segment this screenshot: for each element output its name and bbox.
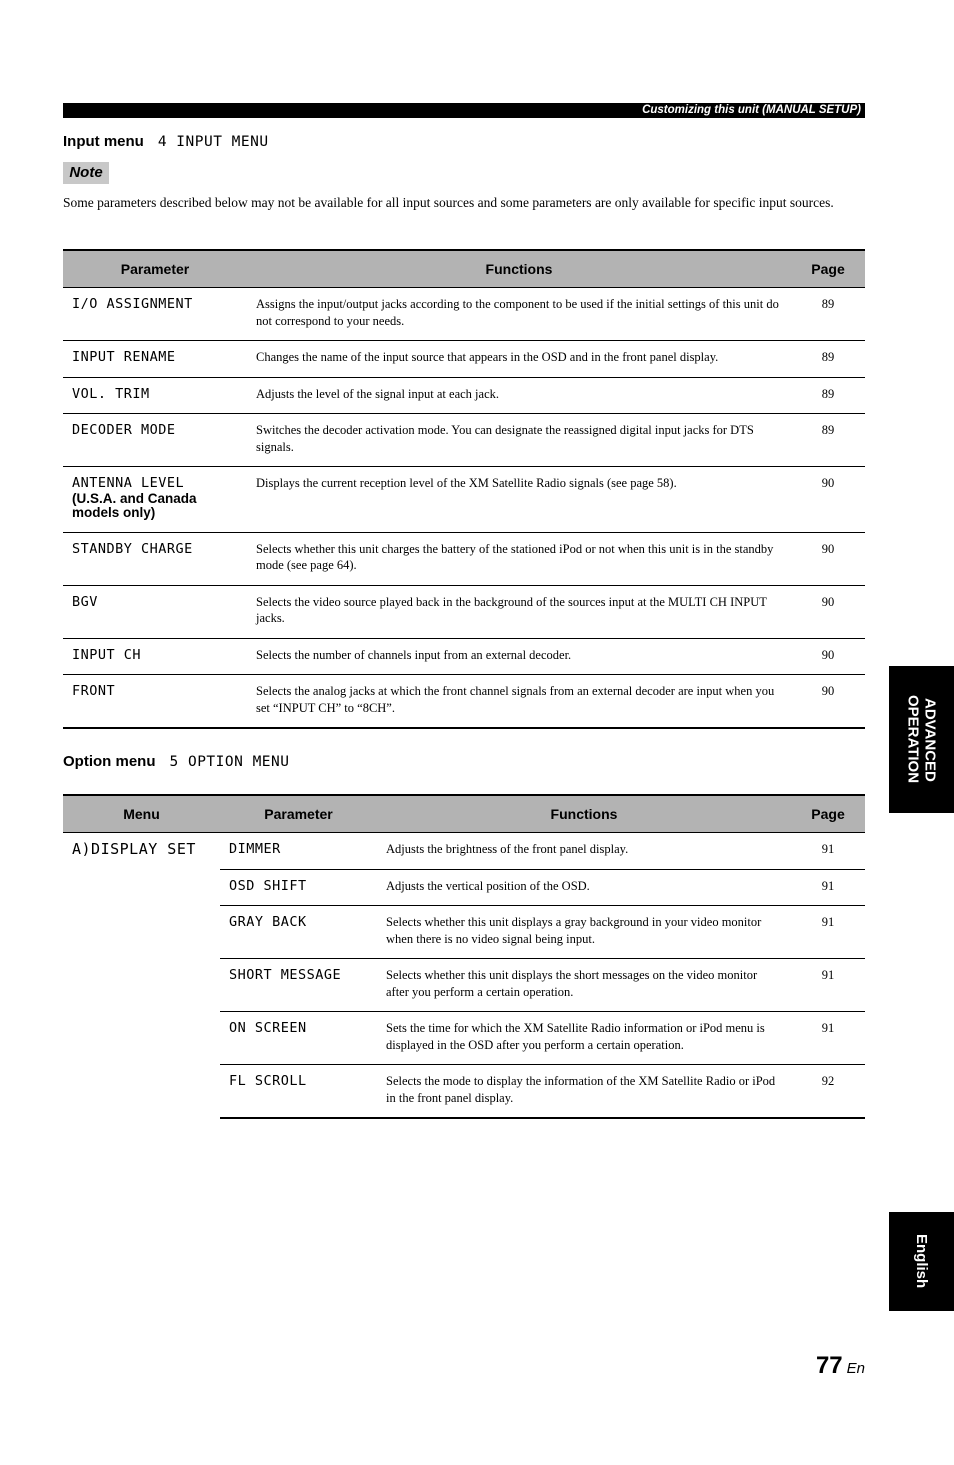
page-cell: 90: [791, 467, 865, 533]
table-row: [63, 585, 865, 638]
table-row: [63, 341, 865, 378]
function-cell: Selects the mode to display the information of the XM Satellite Radio or iPod in the front panel display.: [377, 1065, 791, 1119]
parameter-name: ANTENNA LEVEL: [72, 475, 185, 491]
table-row: [63, 833, 865, 870]
parameter-name: BGV: [72, 593, 98, 610]
parameter-name: ON SCREEN: [229, 1020, 307, 1036]
page-cell: 89: [791, 414, 865, 467]
parameter-name: INPUT RENAME: [72, 349, 176, 365]
menu-cell: [63, 833, 220, 1119]
col-header-page: Page: [791, 795, 865, 833]
note-label: Note: [63, 162, 109, 184]
side-tab-advanced-operation: [889, 666, 954, 813]
page-cell: 89: [791, 377, 865, 414]
parameter-cell: [220, 959, 377, 1012]
table-row: [63, 414, 865, 467]
parameter-cell: [63, 377, 247, 414]
page-cell: 90: [791, 675, 865, 729]
parameter-name: SHORT MESSAGE: [229, 967, 342, 983]
parameter-note: (U.S.A. and Canada models only): [72, 490, 197, 520]
col-header-functions: Functions: [377, 795, 791, 833]
page-cell: 91: [791, 1012, 865, 1065]
parameter-cell: [63, 585, 247, 638]
table-row: [63, 638, 865, 675]
parameter-name: INPUT CH: [72, 646, 142, 663]
function-cell: Sets the time for which the XM Satellite Radio information or iPod menu is displayed in the OSD after you perform a certain operation.: [377, 1012, 791, 1065]
option-menu-lcd-title: 5 OPTION MENU: [169, 754, 290, 770]
page-language-code: En: [846, 1360, 865, 1377]
input-menu-table: [63, 249, 865, 729]
side-tab-line-2: OPERATION: [904, 695, 922, 784]
option-table-header: [63, 795, 865, 833]
function-cell: Selects whether this unit displays the short messages on the video monitor after you perform a certain operation.: [377, 959, 791, 1012]
function-cell: Switches the decoder activation mode. You can designate the reassigned digital input jacks for DTS signals.: [247, 414, 791, 467]
parameter-cell: [63, 467, 247, 533]
parameter-name: GRAY BACK: [229, 914, 307, 930]
function-cell: Selects the number of channels input from an external decoder.: [247, 638, 791, 675]
table-row: [63, 377, 865, 414]
parameter-cell: [63, 638, 247, 675]
option-menu-heading: [63, 753, 290, 770]
running-header: Customizing this unit (MANUAL SETUP): [63, 103, 865, 118]
function-cell: Adjusts the vertical position of the OSD.: [377, 869, 791, 906]
parameter-name: FL SCROLL: [229, 1073, 307, 1089]
parameter-cell: [63, 288, 247, 341]
parameter-cell: [220, 869, 377, 906]
col-header-parameter: Parameter: [220, 795, 377, 833]
input-table-header: [63, 250, 865, 288]
parameter-name: OSD SHIFT: [229, 877, 307, 894]
menu-name: A)DISPLAY SET: [72, 840, 196, 858]
col-header-parameter: Parameter: [63, 250, 247, 288]
input-menu-title: Input menu: [63, 133, 144, 150]
page-cell: 91: [791, 959, 865, 1012]
input-menu-heading: [63, 133, 269, 150]
parameter-cell: [220, 833, 377, 870]
page-cell: 91: [791, 833, 865, 870]
page-number-value: 77: [815, 1352, 843, 1379]
page-cell: 91: [791, 906, 865, 959]
table-row: [63, 675, 865, 729]
note-text: Some parameters described below may not be available for all input sources and some parameters are only available for specific input sources.: [63, 195, 834, 210]
function-cell: Selects the video source played back in the background of the sources input at the MULTI CH INPUT jacks.: [247, 585, 791, 638]
parameter-name: FRONT: [72, 683, 116, 699]
option-menu-title: Option menu: [63, 753, 156, 770]
function-cell: Adjusts the level of the signal input at each jack.: [247, 377, 791, 414]
table-row: [63, 532, 865, 585]
option-menu-table: [63, 794, 865, 1119]
col-header-menu: Menu: [63, 795, 220, 833]
page-cell: 89: [791, 341, 865, 378]
side-tab-line-1: ADVANCED: [921, 697, 939, 782]
page-cell: 90: [791, 585, 865, 638]
function-cell: Selects the analog jacks at which the front channel signals from an external decoder are input when you set “INPUT CH” to “8CH”.: [247, 675, 791, 729]
page-cell: 90: [791, 638, 865, 675]
col-header-functions: Functions: [247, 250, 791, 288]
parameter-cell: [220, 906, 377, 959]
parameter-name: STANDBY CHARGE: [72, 540, 193, 557]
parameter-cell: [63, 532, 247, 585]
parameter-name: I/O ASSIGNMENT: [72, 296, 193, 312]
function-cell: Assigns the input/output jacks according to the component to be used if the initial settings of this unit do not correspond to your needs.: [247, 288, 791, 341]
page-cell: 91: [791, 869, 865, 906]
page-number: [816, 1352, 865, 1380]
parameter-cell: [63, 675, 247, 729]
function-cell: Selects whether this unit charges the battery of the stationed iPod or not when this unit is in the standby mode (see page 64).: [247, 532, 791, 585]
parameter-cell: [63, 414, 247, 467]
table-row: [63, 288, 865, 341]
col-header-page: Page: [791, 250, 865, 288]
function-cell: Changes the name of the input source that appears in the OSD and in the front panel display.: [247, 341, 791, 378]
parameter-name: DECODER MODE: [72, 422, 176, 438]
function-cell: Adjusts the brightness of the front panel display.: [377, 833, 791, 870]
parameter-cell: [220, 1012, 377, 1065]
page-cell: 92: [791, 1065, 865, 1119]
function-cell: Displays the current reception level of the XM Satellite Radio signals (see page 58).: [247, 467, 791, 533]
parameter-name: DIMMER: [229, 841, 281, 857]
table-row: [63, 467, 865, 533]
side-tab-language-label: English: [913, 1234, 930, 1289]
parameter-cell: [220, 1065, 377, 1119]
parameter-cell: [63, 341, 247, 378]
page-cell: 89: [791, 288, 865, 341]
side-tab-language: [889, 1212, 954, 1311]
function-cell: Selects whether this unit displays a gray background in your video monitor when there is no video signal being input.: [377, 906, 791, 959]
input-menu-lcd-title: 4 INPUT MENU: [157, 134, 269, 150]
page-cell: 90: [791, 532, 865, 585]
parameter-name: VOL. TRIM: [72, 385, 150, 402]
